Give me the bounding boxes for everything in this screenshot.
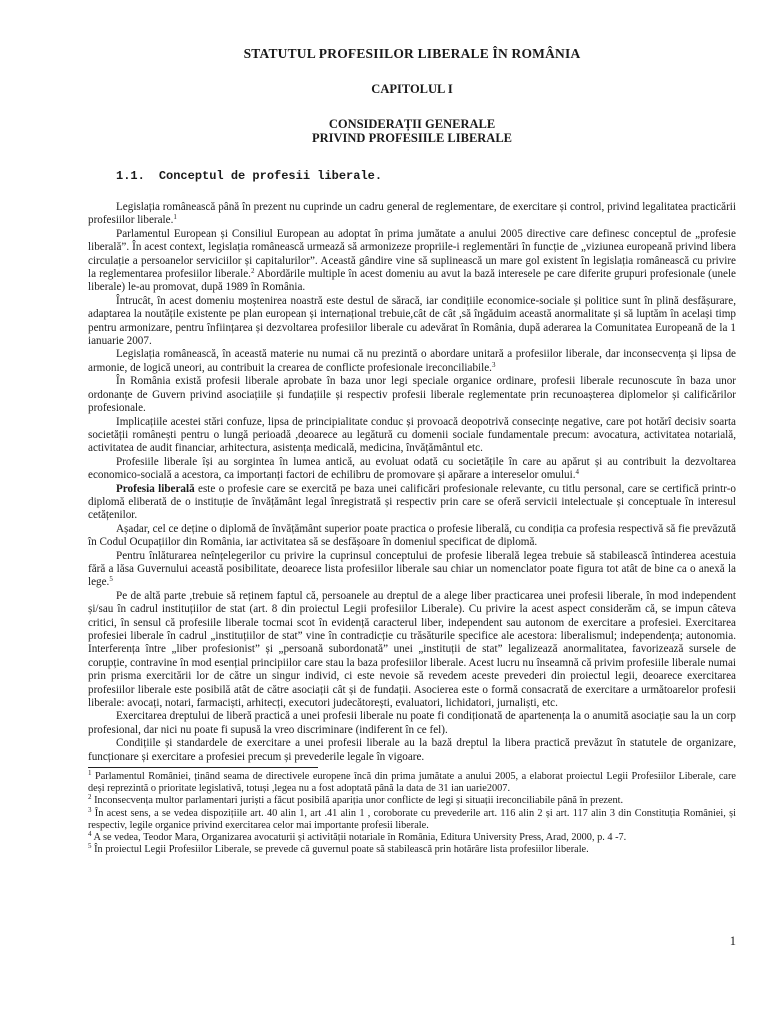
footnote-ref: 1 (173, 213, 177, 222)
paragraph: Pe de altă parte ,trebuie să reținem faptul că, persoanele au dreptul de a alege liber practicarea unei profesii liberale, în mod independent și/sau în cadrul instituțiilor de stat (art. 8 din proiectul Legii profesiilor Liberale). Cu privire la acest aspect considerăm că, se impun câteva critici, în sensul că profesiile liberale tocmai scot în evidență caracterul liber, independent sau autonom de exercitare a profesiei. Exercitarea profesiei liberale în cadrul „instituțiilor de stat” vine în contradicție cu trăsăturile specifice ale acestora: liberalismul; independența; autonomia. Interferența între „liber profesionist” și „persoană subordonată” unei „instituții de stat” legalizează anormalitatea, favorizează sursele de corupție, contravine în mod esențial principiilor care stau la baza profesiilor liberale. Acest lucru nu înseamnă că privim profesiile liberale numai prin prisma exercitării lor de către un singur individ, ci este nevoie să revedem aceste prevederi din proiectul legii, deoarece exercitarea profesiilor liberale este posibilă atât de către asociații cât și de fundații. Asocierea este o formă consacrată de exercitare a următoarelor profesii liberale: avocați, notari, farmaciști, arhitecți, executori judecătorești, evaluatori, lichidatori, jurnaliști, etc. (88, 589, 736, 710)
body-text (88, 201, 736, 764)
document-title: STATUTUL PROFESIILOR LIBERALE ÎN ROMÂNIA (243, 46, 581, 61)
paragraph: Legislația românească până în prezent nu cuprinde un cadru general de reglementare, de exercitare și control, privind legalitatea practicării profesiilor liberale.$^1$ (88, 201, 736, 227)
paragraph: Pentru înlăturarea neînțelegerilor cu privire la cuprinsul conceptului de profesie liberală legea trebuie să stabilească întinderea acestuia fără a lăsa Guvernului această posibilitate, deoarece lista profesiilor liberale sau chiar un nomenclator poate figura tot atât de bine ca o anexă la lege.$^5$ (88, 549, 736, 589)
paragraph: Întrucât, în acest domeniu moștenirea noastră este destul de săracă, iar condițiile economice-sociale și politice sunt în plină desfășurare, adaptarea la noutățile existente pe plan european și internațional trebuie,cât de cât ,să îngăduim această anormalitate și să luptăm în același timp pentru armonizare, pentru înființarea și dezvoltarea profesiilor liberale cu adevărat în România, după aderarea la Comunitatea Europeană de la 1 ianuarie 2007. (88, 294, 736, 348)
footnotes (88, 771, 736, 856)
footnote: $^2$ Inconsecvența multor parlamentari juriști a făcut posibilă apariția unor conflicte de legi și situații ireconciliabile până în prezent. (88, 793, 624, 807)
footnote-separator (88, 767, 318, 768)
footnote-ref: 2 (250, 267, 255, 276)
footnote-ref: 3 (491, 360, 496, 369)
paragraph: În România există profesii liberale aprobate în baza unor legi speciale organice ordinare, profesii liberale recunoscute în baza unor ordonanțe de Guvern privind asociațiile și fundațiile și respectiv profesii liberale reglementate prin recunoașterea diplomelor și calificărilor profesionale. (88, 375, 736, 415)
paragraph: Profesia liberală este o profesie care se exercită pe baza unei calificări profesionale relevante, cu titlu personal, care se certifică printr-o diplomă eliberată de o instituție de învățământ legal înregistrată și respectiv prin care se oferă servicii intelectuale și conceptuale în interesul cetățenilor. (88, 482, 736, 522)
paragraph: Legislația românească, în această materie nu numai că nu prezintă o abordare unitară a profesiilor liberale, dar inconsecvența și lipsa de armonie, de logică uneori, au contribuit la crearea de conflicte profesionale ireconciliabile.$^3$ (88, 348, 736, 374)
chapter-subtitle-line-1: CONSIDERAȚII GENERALE (328, 117, 496, 131)
bold-term: Profesia liberală (116, 482, 195, 495)
section-title: Conceptul de profesii liberale. (158, 169, 383, 183)
footnote-ref: 5 (109, 575, 113, 584)
document-page (88, 36, 736, 856)
chapter-subtitle (88, 117, 736, 145)
footnote: $^4$ A se vedea, Teodor Mara, Organizarea avocaturii și activității notariale în România, Editura University Press, Arad, 2000, p. 4 -7. (88, 830, 627, 844)
footnote-ref: 4 (575, 468, 579, 477)
footnote: $^1$ Parlamentul României, ținând seama de directivele europene încă din prima jumătate a anului 2005, a elaborat proiectul Legii Profesiilor Liberale, care deși reprezintă o prioritate legislativă, totuși ,legea nu a fost adoptată până la data de 31 ian uarie2007. (88, 769, 736, 795)
footnote: $^3$ În acest sens, a se vedea dispozițiile art. 40 alin 1, art .41 alin 1 , coroborate cu prevederile art. 116 alin 2 și art. 117 alin 3 din Constituția României, și respectiv, legile organice privind exercitarea celor mai importante profesii liberale. (88, 805, 736, 831)
paragraph: Implicațiile acestei stări confuze, lipsa de principialitate conduc și provoacă deopotrivă consecințe negative, care pot hotărî decisiv soarta societății românești pentru o lungă perioadă ,deoarece au legătură cu domenii sociale fundamentale precum: avocatura, activitatea notarială, activitatea de audit financiar, arhitectura, asistența medicală, medicina, învățământul etc. (88, 415, 736, 455)
chapter-heading: CAPITOLUL I (371, 82, 453, 96)
paragraph: Exercitarea dreptului de liberă practică a unei profesii liberale nu poate fi condiționată de apartenența la o anumită asociație sau la un corp profesional, dar nici nu poate fi supusă la vreo discriminare (indiferent în ce fel). (88, 710, 736, 736)
paragraph: Parlamentul European și Consiliul European au adoptat în prima jumătate a anului 2005 directive care definesc conceptul de „profesie liberală”. În acest context, legislația românească urmează să armonizeze propriile-i reglementări în funcție de „viziunea europeană privind libera circulație a persoanelor serviciilor și capitalurilor”. Această gândire vine să suplinească un mare gol existent în legislația românească cu privire la reglementarea profesiilor liberale.$^2$ Abordările multiple în acest domeniu au avut la bază interesele pe care diferite grupuri profesionale (unele liberale) le-au promovat, după 1989 în România. (88, 227, 736, 294)
section-heading (116, 169, 736, 183)
section-number: 1.1. (116, 169, 145, 183)
paragraph: Așadar, cel ce deține o diplomă de învățământ superior poate practica o profesie liberală, cu condiția ca profesia respectivă să fie prevăzută în Codul Ocupațiilor din România, iar activitatea să se desfășoare în domeniul specificat de diplomă. (88, 522, 736, 549)
footnote: $^5$ În proiectul Legii Profesiilor Liberale, se prevede că guvernul poate să stabilească prin hotărâre lista profesiilor liberale. (88, 842, 589, 856)
page-number: 1 (729, 934, 736, 948)
paragraph: Condițiile și standardele de exercitare a unei profesii liberale au la bază dreptul la libera practică prevăzut în statutele de organizare, funcționare și exercitare a profesiei precum și prevederile legale în vigoare. (88, 737, 736, 763)
chapter-subtitle-line-2: PRIVIND PROFESIILE LIBERALE (311, 131, 513, 145)
paragraph: Profesiile liberale își au sorgintea în lumea antică, au evoluat odată cu societățile în care au apărut și au contribuit la dezvoltarea economico-socială a acestora, ca importanți factori de echilibru de promovare și apărare a intereselor omului.$^4$ (88, 455, 736, 482)
